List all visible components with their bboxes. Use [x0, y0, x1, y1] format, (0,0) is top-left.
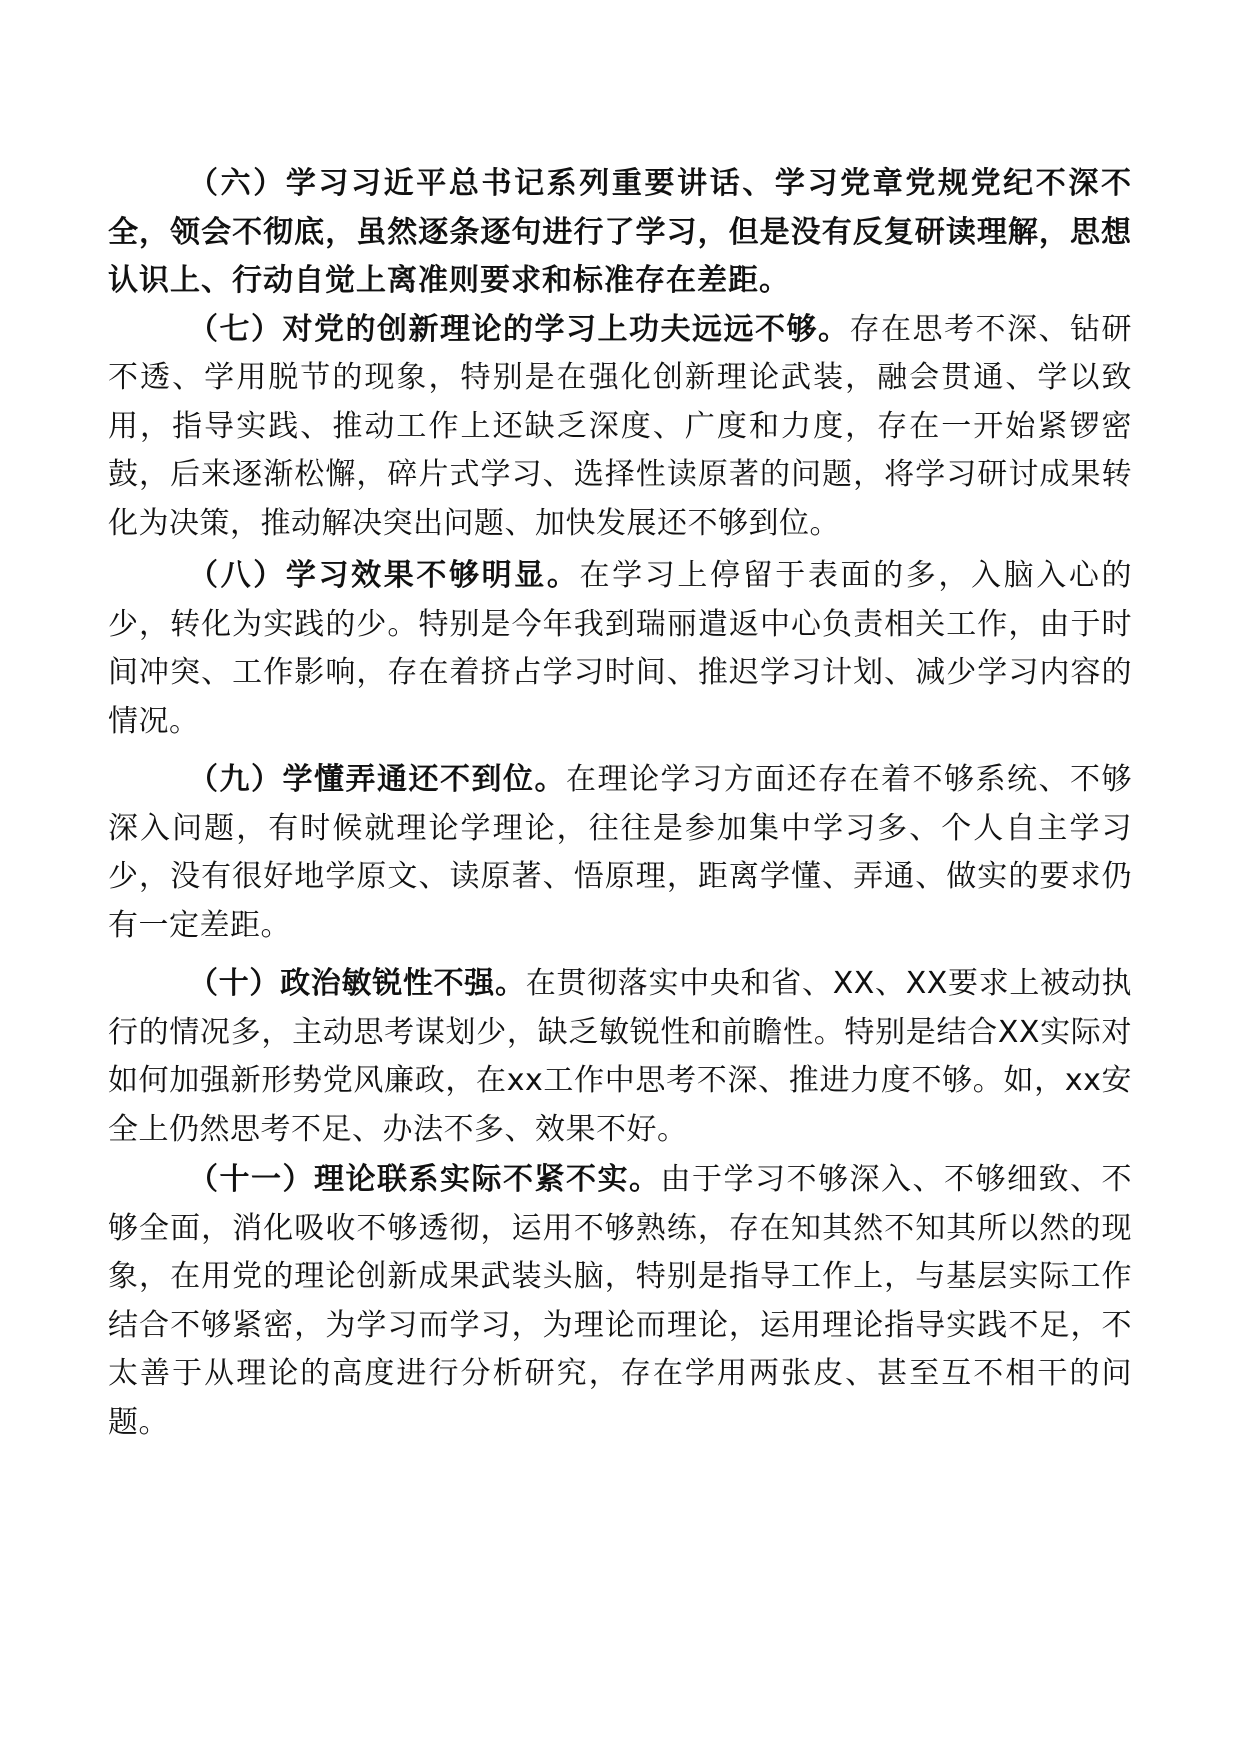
paragraph-7: [108, 306, 1132, 549]
paragraph-7-body: 存在思考不深、钻研不透、学用脱节的现象，特别是在强化创新理论武装，融会贯通、学以致用，指导实践、推动工作上还缺乏深度、广度和力度，存在一开始紧锣密鼓，后来逐渐松懈，碎片式学习、选择性读原著的问题，将学习研讨成果转化为决策，推动解决突出问题、加快发展还不够到位。: [108, 311, 1132, 541]
paragraph-10-body: 在贯彻落实中央和省、XX、XX要求上被动执行的情况多，主动思考谋划少，缺乏敏锐性和前瞻性。特别是结合XX实际对如何加强新形势党风廉政，在xx工作中思考不深、推进力度不够。如，xx安全上仍然思考不足、办法不多、效果不好。: [108, 966, 1132, 1147]
paragraph-6-text: （六）学习习近平总书记系列重要讲话、学习党章党规党纪不深不全，领会不彻底，虽然逐条逐句进行了学习，但是没有反复研读理解，思想认识上、行动自觉上离准则要求和标准存在差距。: [108, 166, 1132, 298]
paragraph-10: [108, 960, 1132, 1154]
paragraph-11: [108, 1156, 1132, 1447]
paragraph-6: [108, 160, 1132, 306]
paragraph-9: [108, 756, 1132, 950]
paragraph-8-body: 在学习上停留于表面的多，入脑入心的少，转化为实践的少。特别是今年我到瑞丽遣返中心负责相关工作，由于时间冲突、工作影响，存在着挤占学习时间、推迟学习计划、减少学习内容的情况。: [108, 558, 1132, 739]
paragraph-9-body: 在理论学习方面还存在着不够系统、不够深入问题，有时候就理论学理论，往往是参加集中学习多、个人自主学习少，没有很好地学原文、读原著、悟原理，距离学懂、弄通、做实的要求仍有一定差距。: [108, 762, 1132, 943]
paragraph-11-heading: （十一）理论联系实际不紧不实。: [188, 1162, 661, 1197]
document-body: [108, 160, 1132, 1449]
paragraph-10-heading: （十）政治敏锐性不强。: [188, 966, 526, 1001]
paragraph-8-heading: （八）学习效果不够明显。: [188, 558, 580, 593]
paragraph-7-heading: （七）对党的创新理论的学习上功夫远远不够。: [188, 311, 850, 347]
paragraph-8: [108, 552, 1132, 746]
paragraph-11-body: 由于学习不够深入、不够细致、不够全面，消化吸收不够透彻，运用不够熟练，存在知其然不知其所以然的现象，在用党的理论创新成果武装头脑，特别是指导工作上，与基层实际工作结合不够紧密，为学习而学习，为理论而理论，运用理论指导实践不足，不太善于从理论的高度进行分析研究，存在学用两张皮、甚至互不相干的问题。: [108, 1162, 1132, 1440]
paragraph-9-heading: （九）学懂弄通还不到位。: [188, 762, 566, 797]
